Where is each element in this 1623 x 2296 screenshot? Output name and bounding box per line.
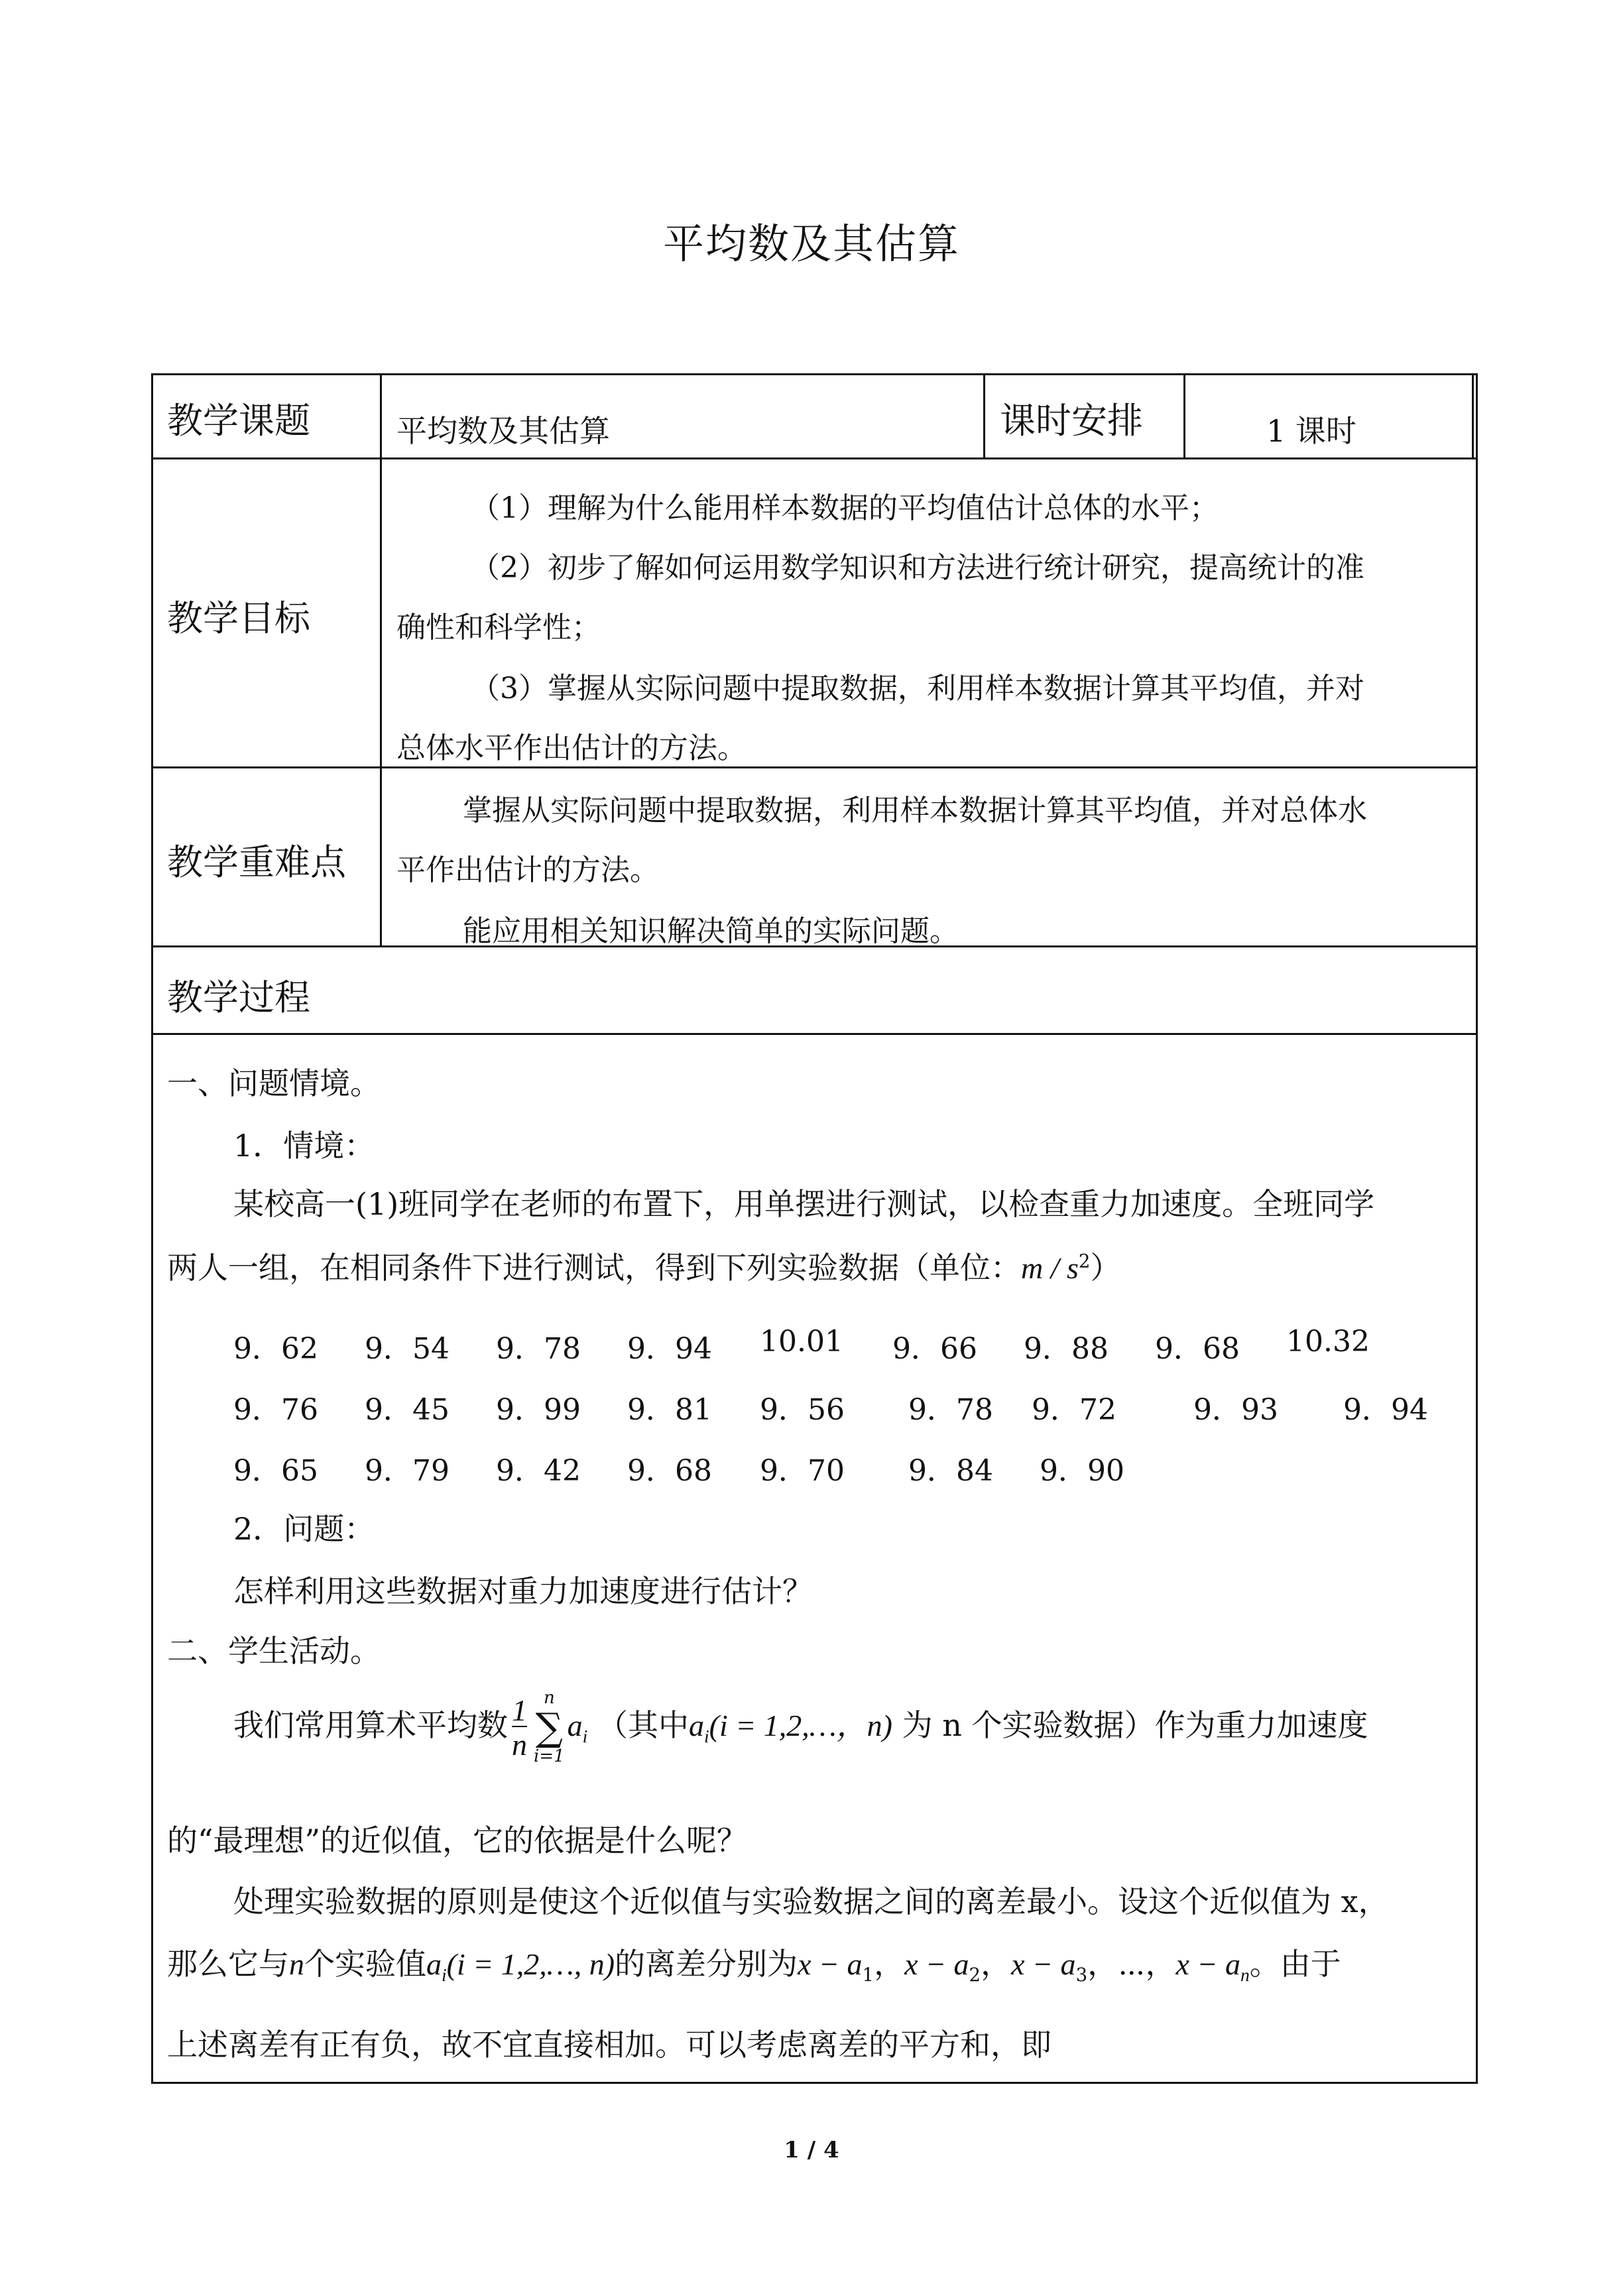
data-value: 9．78	[496, 1332, 581, 1366]
key-point-line-3: 能应用相关知识解决简单的实际问题。	[463, 914, 959, 948]
fraction-numerator: 1	[512, 1693, 527, 1727]
process-label: 教学过程	[167, 977, 310, 1018]
data-value: 10.32	[1286, 1325, 1370, 1359]
sum-upper: n	[543, 1688, 555, 1708]
objectives-label: 教学目标	[167, 597, 310, 639]
deviation-text-a: 那么它与	[167, 1946, 289, 1982]
key-point-line-2: 平作出估计的方法。	[396, 853, 659, 887]
objective-line-4: （3）掌握从实际问题中提取数据，利用样本数据计算其平均值，并对	[471, 672, 1364, 705]
data-value: 9．78	[908, 1393, 993, 1427]
hours-value: 1 课时	[1266, 413, 1356, 449]
section-1-heading: 一、问题情境。	[167, 1065, 381, 1101]
separator: ，	[874, 1946, 905, 1982]
objective-line-3: 确性和科学性；	[396, 611, 601, 644]
n-symbol: n	[289, 1947, 304, 1981]
a-symbol: a	[426, 1947, 442, 1981]
deviation-term: x − a	[798, 1947, 863, 1981]
deviation-subscript: 2	[969, 1964, 981, 1986]
hours-label: 课时安排	[1000, 400, 1143, 442]
data-value: 9．90	[1040, 1454, 1124, 1488]
section-1-item-2: 2．问题：	[233, 1511, 375, 1547]
page-title: 平均数及其估算	[662, 219, 960, 268]
objective-line-2: （2）初步了解如何运用数学知识和方法进行统计研究，提高统计的准	[471, 551, 1364, 585]
data-value: 9．88	[1024, 1332, 1109, 1366]
data-value: 9．99	[496, 1393, 581, 1427]
deviation-text-b: 个实验值	[304, 1946, 426, 1982]
data-value: 9．68	[1155, 1332, 1240, 1366]
scenario-line-2	[167, 1244, 1120, 1288]
data-value: 9．66	[892, 1332, 977, 1366]
deviation-term: x − a	[904, 1947, 969, 1981]
topic-label: 教学课题	[167, 400, 310, 442]
summation	[534, 1689, 565, 1766]
data-value: 9．94	[1343, 1393, 1428, 1427]
data-value: 9．94	[627, 1332, 712, 1366]
fraction	[512, 1695, 527, 1760]
data-value: 9．65	[233, 1454, 318, 1488]
question-text: 怎样利用这些数据对重力加速度进行估计？	[233, 1573, 813, 1609]
mean-paren-open: （其中	[597, 1707, 689, 1743]
principle-line-1: 处理实验数据的原则是使这个近似值与实验数据之间的离差最小。设这个近似值为 x，	[233, 1884, 1389, 1919]
mean-line-2: 的“最理想”的近似值，它的依据是什么呢？	[167, 1823, 748, 1858]
objective-line-1: （1）理解为什么能用样本数据的平均值估计总体的水平；	[471, 491, 1219, 525]
deviation-subscript: n	[1240, 1964, 1250, 1986]
mean-formula-line	[233, 1689, 1368, 1766]
data-value: 9．76	[233, 1393, 318, 1427]
key-points-label: 教学重难点	[167, 841, 346, 883]
data-value: 9．79	[365, 1454, 450, 1488]
data-value: 9．56	[760, 1393, 845, 1427]
deviation-line	[167, 1940, 1341, 1986]
deviation-text-e: 。由于	[1249, 1946, 1341, 1982]
data-value: 9．70	[760, 1454, 845, 1488]
index-range: (i = 1,2,…, n)	[446, 1947, 615, 1981]
scenario-line-2-text: 两人一组，在相同条件下进行测试，得到下列实验数据（单位：	[167, 1250, 1021, 1286]
data-value: 9．54	[365, 1332, 450, 1366]
data-value: 9．42	[496, 1454, 581, 1488]
data-value: 9．62	[233, 1332, 318, 1366]
topic-value: 平均数及其估算	[396, 413, 610, 449]
unit-exponent: 2	[1078, 1250, 1091, 1272]
section-2-heading: 二、学生活动。	[167, 1633, 381, 1669]
section-1-item-1: 1．情境：	[233, 1128, 375, 1164]
data-value: 9．93	[1193, 1393, 1278, 1427]
data-value: 9．45	[365, 1393, 450, 1427]
data-value: 9．81	[627, 1393, 712, 1427]
principle-line-3: 上述离差有正有负，故不宜直接相加。可以考虑离差的平方和，即	[167, 2027, 1052, 2063]
mean-paren-tail: 为 n 个实验数据）作为重力加速度	[902, 1707, 1368, 1743]
a-subscript: i	[442, 1964, 447, 1986]
data-value: 9．84	[908, 1454, 993, 1488]
a-subscript: i	[703, 1725, 709, 1746]
separator: ，	[1087, 1946, 1118, 1982]
deviation-subscript: 1	[862, 1964, 874, 1986]
a-symbol: a	[567, 1708, 583, 1742]
index-range: (i = 1,2,…，n)	[709, 1708, 892, 1742]
sigma-symbol: ∑	[535, 1705, 564, 1750]
ellipsis: ⋯，	[1118, 1946, 1176, 1982]
objective-line-5: 总体水平作出估计的方法。	[396, 731, 747, 765]
a-symbol: a	[688, 1708, 704, 1742]
scenario-line-1: 某校高一(1)班同学在老师的布置下，用单摆进行测试，以检查重力加速度。全班同学	[233, 1186, 1375, 1222]
deviation-text-d: 的离差分别为	[615, 1946, 798, 1982]
mean-intro-text: 我们常用算术平均数	[233, 1707, 508, 1743]
unit-slash: /	[1043, 1251, 1067, 1285]
unit-s: s	[1067, 1251, 1079, 1285]
separator: ，	[981, 1946, 1012, 1982]
deviation-term: x − a	[1175, 1947, 1240, 1981]
unit-close: ）	[1090, 1250, 1121, 1286]
deviation-subscript: 3	[1075, 1964, 1088, 1986]
sum-lower: i=1	[534, 1746, 565, 1767]
data-value: 9．68	[627, 1454, 712, 1488]
page-number: 1 / 4	[784, 2137, 839, 2163]
unit-m: m	[1021, 1251, 1044, 1285]
deviation-term: x − a	[1011, 1947, 1076, 1981]
a-subscript: i	[582, 1725, 588, 1746]
fraction-denominator: n	[512, 1726, 527, 1760]
data-value: 10.01	[760, 1325, 843, 1359]
key-point-line-1: 掌握从实际问题中提取数据，利用样本数据计算其平均值，并对总体水	[463, 794, 1367, 827]
data-value: 9．72	[1032, 1393, 1116, 1427]
